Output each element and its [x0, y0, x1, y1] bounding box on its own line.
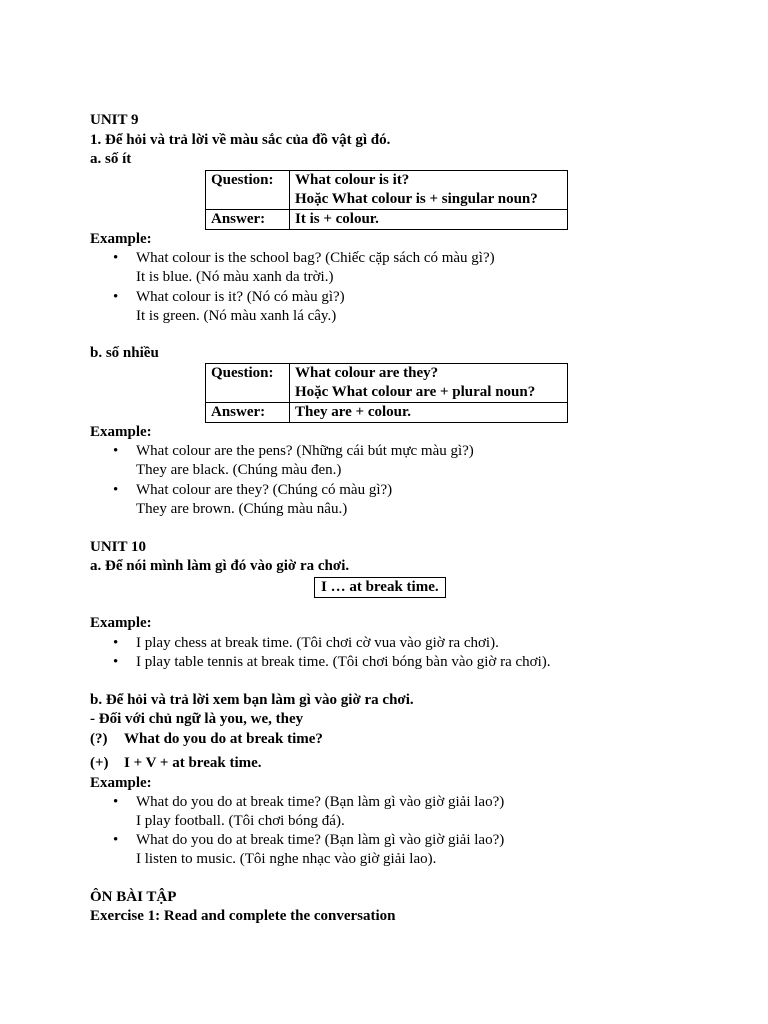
- answer-value: They are + colour.: [290, 403, 568, 423]
- answer-value: It is + colour.: [290, 210, 568, 230]
- unit9-table-singular: [205, 170, 568, 230]
- unit10-section-b-heading: b. Để hỏi và trả lời xem bạn làm gì vào giờ ra chơi.: [90, 692, 414, 708]
- list-item: [113, 653, 551, 672]
- question-pattern: [90, 730, 323, 749]
- unit9-title: UNIT 9: [90, 112, 139, 128]
- example-answer: It is green. (Nó màu xanh lá cây.): [136, 308, 337, 324]
- example-label: Example:: [90, 231, 152, 247]
- table-row-answer: [206, 210, 568, 230]
- question-line-1: What colour are they?: [295, 365, 439, 381]
- example-label: Example:: [90, 615, 152, 631]
- unit9-table-plural: [205, 363, 568, 423]
- table-row-answer: [206, 403, 568, 423]
- example-line: I play chess at break time. (Tôi chơi cờ vua vào giờ ra chơi).: [136, 635, 499, 651]
- bullet-icon: •: [113, 832, 119, 848]
- answer-pattern: [90, 754, 262, 773]
- example-line: What do you do at break time? (Bạn làm gì vào giờ giải lao?): [136, 794, 505, 810]
- question-line-2: Hoặc What colour are + plural noun?: [295, 384, 536, 400]
- example-line: What colour is the school bag? (Chiếc cặp sách có màu gì?): [136, 250, 495, 266]
- subject-note: - Đối với chủ ngữ là you, we, they: [90, 711, 304, 727]
- bullet-icon: •: [113, 250, 119, 266]
- question-line-1: What colour is it?: [295, 172, 410, 188]
- bullet-icon: •: [113, 443, 119, 459]
- example-line: What colour are they? (Chúng có màu gì?): [136, 482, 393, 498]
- exercise-1-heading: Exercise 1: Read and complete the conversation: [90, 908, 396, 924]
- question-marker: (?): [90, 731, 108, 747]
- list-item: [113, 481, 392, 500]
- bullet-icon: •: [113, 289, 119, 305]
- formula-box: I … at break time.: [314, 577, 446, 598]
- bullet-icon: •: [113, 482, 119, 498]
- question-pattern-text: What do you do at break time?: [124, 731, 323, 747]
- unit10-section-a-heading: a. Để nói mình làm gì đó vào giờ ra chơi.: [90, 558, 350, 574]
- bullet-icon: •: [113, 635, 119, 651]
- list-item: [113, 793, 504, 812]
- bullet-icon: •: [113, 654, 119, 670]
- question-label: Question:: [206, 171, 290, 210]
- example-answer: It is blue. (Nó màu xanh da trời.): [136, 269, 334, 285]
- answer-label: Answer:: [206, 403, 290, 423]
- example-line: What colour are the pens? (Những cái bút mực màu gì?): [136, 443, 474, 459]
- question-value: [290, 364, 568, 403]
- table-row-question: [206, 364, 568, 403]
- answer-marker: (+): [90, 755, 109, 771]
- list-item: [113, 288, 345, 307]
- answer-pattern-text: I + V + at break time.: [124, 755, 262, 771]
- list-item: [113, 249, 495, 268]
- unit9-section-b-label: b. số nhiều: [90, 345, 159, 361]
- list-item: [113, 442, 474, 461]
- question-line-2: Hoặc What colour is + singular noun?: [295, 191, 538, 207]
- example-label: Example:: [90, 775, 152, 791]
- review-title: ÔN BÀI TẬP: [90, 889, 177, 905]
- example-answer: They are black. (Chúng màu đen.): [136, 462, 342, 478]
- unit9-heading-1: 1. Để hỏi và trả lời về màu sắc của đồ vật gì đó.: [90, 132, 391, 148]
- list-item: [113, 634, 499, 653]
- example-answer: I play football. (Tôi chơi bóng đá).: [136, 813, 345, 829]
- question-value: [290, 171, 568, 210]
- example-answer: I listen to music. (Tôi nghe nhạc vào giờ giải lao).: [136, 851, 437, 867]
- bullet-icon: •: [113, 794, 119, 810]
- unit9-section-a-label: a. số ít: [90, 151, 132, 167]
- example-line: I play table tennis at break time. (Tôi chơi bóng bàn vào giờ ra chơi).: [136, 654, 551, 670]
- unit10-title: UNIT 10: [90, 539, 146, 555]
- example-line: What colour is it? (Nó có màu gì?): [136, 289, 345, 305]
- example-label: Example:: [90, 424, 152, 440]
- list-item: [113, 831, 504, 850]
- answer-label: Answer:: [206, 210, 290, 230]
- question-label: Question:: [206, 364, 290, 403]
- table-row-question: [206, 171, 568, 210]
- example-answer: They are brown. (Chúng màu nâu.): [136, 501, 348, 517]
- example-line: What do you do at break time? (Bạn làm gì vào giờ giải lao?): [136, 832, 505, 848]
